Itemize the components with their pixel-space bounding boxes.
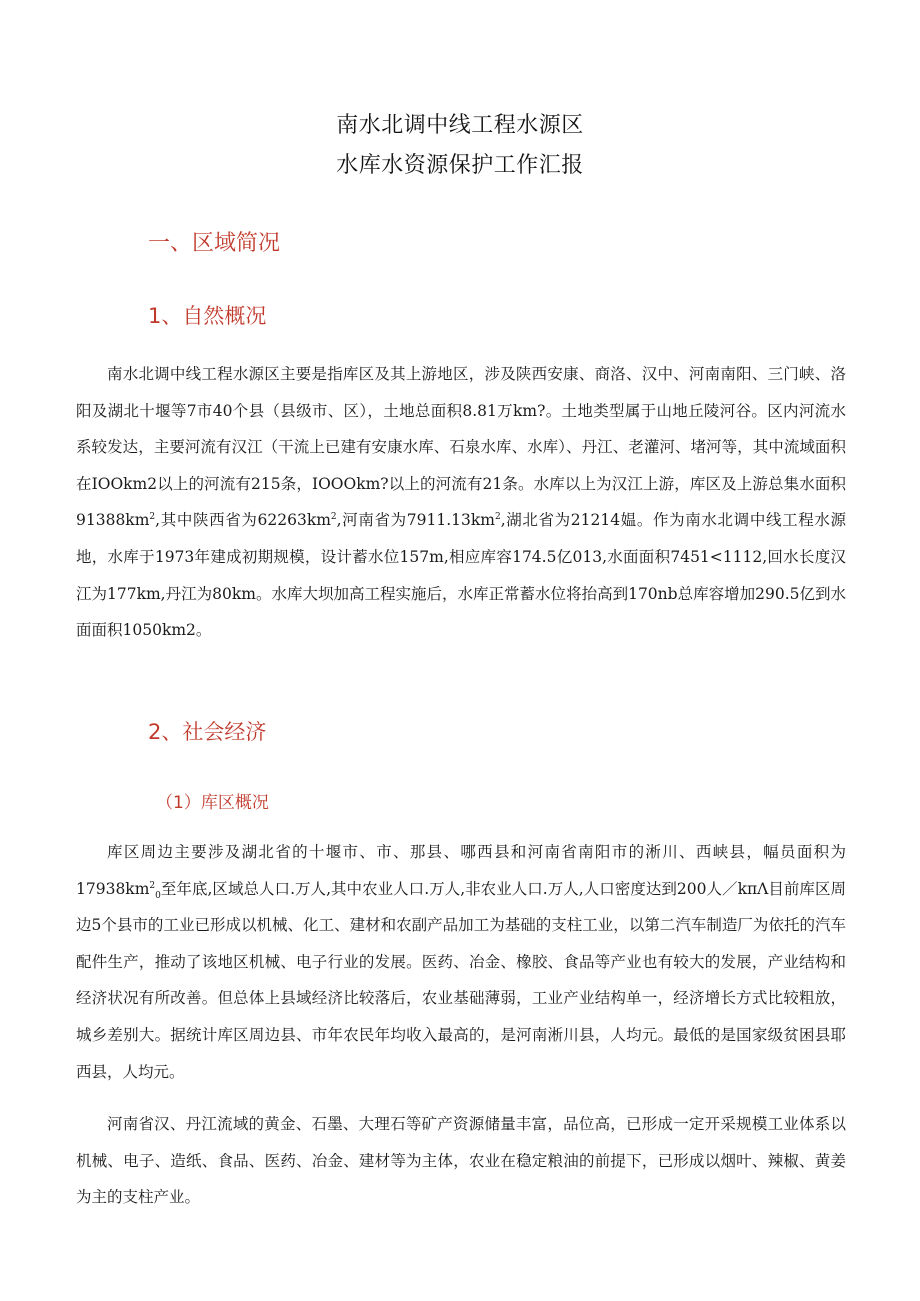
subsubsection-heading-reservoir-area: （1）库区概况 (156, 793, 269, 813)
subscript: 0 (155, 890, 161, 901)
paragraph-natural-overview (76, 356, 846, 649)
paragraph-text: 南水北调中线工程水源区主要是指库区及其上游地区，涉及陕西安康、商洛、汉中、河南南阳、三门峡、洛阳及湖北十堰等7市40个县（县级市、区），土地总面积8.81万km?。土地类型属于山地丘陵河谷。区内河流水系较发达，主要河流有汉江（干流上已建有安康水库、石泉水库、水库）、丹江、老灌河、堵河等，其中流域面积在IOOkm2以上的河流有215条，IOOOkm?以上的河流有21条。水库以上为汉江上游，库区及上游总集水面积91388km (76, 365, 846, 530)
paragraph-text: 库区周边主要涉及湖北省的十堰市、市、那县、哪西县和河南省南阳市的淅川、西峡县，幅员面积为17938km (76, 843, 846, 898)
paragraph-text: ,湖北省为21214媪。作为南水北调中线工程水源地，水库于1973年建成初期规模，设计蓄水位157m,相应库容174.5亿013,水面面积7451<1112,回水长度汉江为177km,丹江为80km。水库大坝加高工程实施后，水库正常蓄水位将抬高到170nb总库容增加290.5亿到水面面积1050km2。 (76, 511, 846, 640)
paragraph-text: 至年底,区域总人口.万人,其中农业人口.万人,非农业人口.万人,人口密度达到200人／kπΛ目前库区周边5个县市的工业已形成以机械、化工、建材和农副产品加工为基础的支柱工业，以第二汽车制造厂为依托的汽车配件生产，推动了该地区机械、电子行业的发展。医药、冶金、橡胶、食品等产业也有较大的发展，产业结构和经济状况有所改善。但总体上县域经济比较落后，农业基础薄弱，工业产业结构单一，经济增长方式比较粗放，城乡差别大。据统计库区周边县、市年农民年均收入最高的，是河南淅川县，人均元。最低的是国家级贫困县耶西县，人均元。 (76, 879, 846, 1081)
section-heading-regional-overview: 一、区域简况 (148, 231, 281, 256)
paragraph-reservoir-area (76, 834, 846, 1090)
superscript: 2 (149, 880, 156, 891)
document-title-line-2: 水库水资源保护工作汇报 (336, 153, 584, 178)
paragraph-henan-resources: 河南省汉、丹江流域的黄金、石墨、大理石等矿产资源储量丰富，品位高，已形成一定开采规模工业体系以机械、电子、造纸、食品、医药、冶金、建材等为主体，农业在稳定粮油的前提下，已形成以烟叶、辣椒、黄姜为主的支柱产业。 (76, 1115, 846, 1207)
superscript: 2 (149, 512, 156, 523)
paragraph-text: ,其中陕西省为62263km (155, 511, 331, 530)
superscript: 2 (494, 512, 501, 523)
superscript: 2 (330, 512, 337, 523)
document-title-line-1: 南水北调中线工程水源区 (336, 113, 584, 138)
subsection-heading-social-economy: 2、社会经济 (148, 720, 267, 744)
subsection-heading-natural-overview: 1、自然概况 (148, 304, 267, 328)
paragraph-text: ,河南省为7911.13km (336, 511, 495, 530)
